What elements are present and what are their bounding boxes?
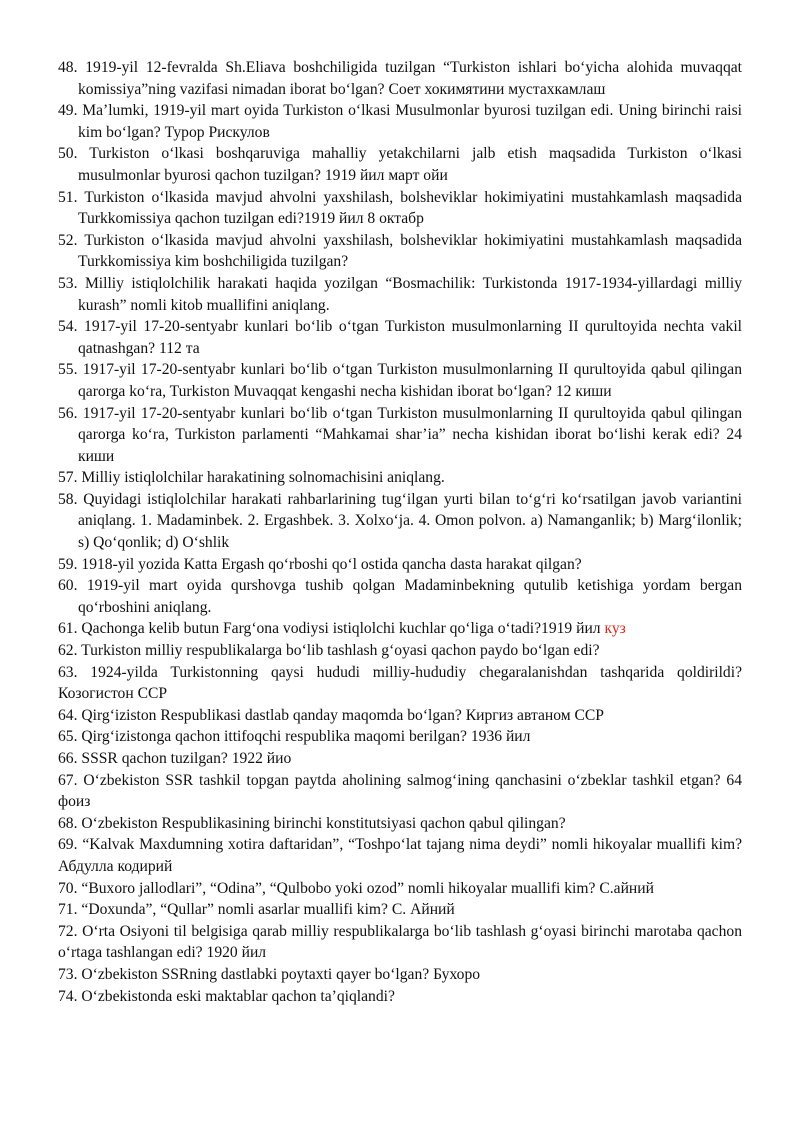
question-item xyxy=(58,921,742,964)
question-text: Turkiston o‘lkasida mavjud ahvolni yaxshilash, bolsheviklar hokimiyatini mustahkamlash maqsadida Turkkomissiya qachon tuzilgan edi?1919 йил 8 октабр xyxy=(78,188,742,228)
answer-text: 112 та xyxy=(158,339,200,357)
question-text: 1917-yil 17-20-sentyabr kunlari bo‘lib o‘tgan Turkiston musulmonlarning II qurultoyida qabul qilingan qarorga ko‘ra, Turkiston Muvaqqat kengashi necha kishidan iborat bo‘lgan? xyxy=(78,361,742,400)
question-item xyxy=(58,316,742,359)
question-text: O‘zbekiston SSRning dastlabki poytaxti qayer bo‘lgan? xyxy=(81,965,430,983)
question-item xyxy=(58,813,742,835)
question-text: Milliy istiqlolchilar harakatining solnomachisini aniqlang. xyxy=(81,469,445,487)
answer-text: 12 киши xyxy=(555,382,612,400)
answer-text: 1919 йил март ойи xyxy=(324,166,448,184)
answer-text: С.айний xyxy=(599,879,654,897)
question-text: Milliy istiqlolchilik harakati haqida yozilgan “Bosmachilik: Turkistonda 1917-1934-yillardagi milliy kurash” nomli kitob muallifini aniqlang. xyxy=(78,274,743,314)
question-number: 55. xyxy=(58,361,78,379)
question-number: 70. xyxy=(58,879,78,897)
question-text: Quyidagi istiqlolchilar harakati rahbarlarining tug‘ilgan yurti bilan to‘g‘ri ko‘rsatilgan javob variantini aniqlang. 1. Madaminbek. 2. Ergashbek. 3. Xolxo‘ja. 4. Omon polvon. a) Namanganlik; b) Marg‘ilonlik; s) Qo‘qonlik; d) O‘shlik xyxy=(78,490,743,552)
question-number: 57. xyxy=(58,469,78,487)
answer-text: Абдулла кодирий xyxy=(58,857,173,875)
answer-text: Козогистон ССР xyxy=(58,685,168,703)
question-item xyxy=(58,489,742,554)
question-number: 63. xyxy=(58,663,78,681)
answer-text: 24 киши xyxy=(78,426,742,465)
question-number: 69. xyxy=(58,836,78,854)
question-number: 54. xyxy=(58,318,78,336)
question-number: 58. xyxy=(58,490,78,508)
question-item xyxy=(58,964,742,986)
question-item xyxy=(58,878,742,900)
question-item xyxy=(58,230,742,273)
answer-text: Соет хокимятини мустахкамлаш xyxy=(388,80,606,98)
question-text: SSSR qachon tuzilgan? xyxy=(81,750,228,767)
answer-text: 64 фоиз xyxy=(58,771,742,811)
question-number: 59. xyxy=(58,555,78,573)
question-item xyxy=(58,273,742,316)
question-item xyxy=(58,748,742,770)
question-item xyxy=(58,618,742,640)
answer-text: 1936 йил xyxy=(470,728,531,746)
question-text: “Buxoro jallodlari”, “Odina”, “Qulbobo yoki ozod” nomli hikoyalar muallifi kim? xyxy=(81,879,596,897)
question-number: 65. xyxy=(58,728,78,746)
question-number: 67. xyxy=(58,771,78,789)
question-text: 1919-yil mart oyida qurshovga tushib qolgan Madaminbekning qutulib ketishiga yordam bergan qo‘rboshini aniqlang. xyxy=(78,577,743,616)
question-number: 50. xyxy=(58,145,78,163)
question-item xyxy=(58,640,742,662)
question-item xyxy=(58,143,742,186)
question-item xyxy=(58,554,742,576)
question-item xyxy=(58,57,742,100)
question-number: 66. xyxy=(58,750,78,767)
question-number: 62. xyxy=(58,642,78,660)
question-text: O‘rta Osiyoni til belgisiga qarab milliy respublikalarga bo‘lib tashlash g‘oyasi birinchi marotaba qachon o‘rtaga tashlangan edi? xyxy=(58,922,742,962)
question-text: 1918-yil yozida Katta Ergash qo‘rboshi qo‘l ostida qancha dasta harakat qilgan? xyxy=(81,555,582,573)
question-item xyxy=(58,770,742,813)
question-number: 48. xyxy=(58,59,78,76)
question-text: 1924-yilda Turkistonning qaysi hududi milliy-hududiy chegaralanishdan tashqarida qoldirildi? xyxy=(90,663,742,681)
question-text: Qachonga kelib butun Farg‘ona vodiysi istiqlolchi kuchlar qo‘liga o‘tadi?1919 йил xyxy=(81,620,601,638)
question-number: 71. xyxy=(58,901,78,919)
answer-text: куз xyxy=(604,620,626,638)
question-number: 64. xyxy=(58,706,78,724)
question-text: Turkiston o‘lkasida mavjud ahvolni yaxshilash, bolsheviklar hokimiyatini mustahkamlash maqsadida Turkkomissiya kim boshchiligida tuzilgan? xyxy=(78,231,742,271)
question-number: 52. xyxy=(58,231,78,249)
question-text: Qirg‘iziston Respublikasi dastlab qanday maqomda bo‘lgan? xyxy=(81,706,462,724)
answer-text: Турор Рискулов xyxy=(164,123,270,141)
question-number: 56. xyxy=(58,404,78,422)
question-item xyxy=(58,187,742,230)
answer-text: 1922 йио xyxy=(231,750,292,767)
answer-text: С. Айний xyxy=(391,901,455,919)
answer-text: 1920 йил xyxy=(206,944,267,962)
answer-text: Киргиз автаном ССР xyxy=(465,706,604,724)
question-text: O‘zbekistonda eski maktablar qachon ta’qiqlandi? xyxy=(81,987,395,1005)
question-text: Turkiston milliy respublikalarga bo‘lib tashlash g‘oyasi qachon paydo bo‘lgan edi? xyxy=(81,642,600,660)
question-item xyxy=(58,359,742,402)
question-number: 61. xyxy=(58,620,78,638)
question-item xyxy=(58,403,742,468)
question-text: “Kalvak Maxdumning xotira daftaridan”, “Toshpo‘lat tajang nima deydi” nomli hikoyalar muallifi kim? xyxy=(82,836,742,854)
question-text: O‘zbekiston SSR tashkil topgan paytda aholining salmog‘ining qanchasini o‘zbeklar tashkil etgan? xyxy=(83,771,721,789)
question-number: 72. xyxy=(58,922,78,940)
question-number: 49. xyxy=(58,102,78,120)
question-number: 60. xyxy=(58,577,78,595)
question-text: Qirg‘izistonga qachon ittifoqchi respublika maqomi berilgan? xyxy=(81,728,467,746)
question-number: 51. xyxy=(58,188,78,206)
question-item xyxy=(58,834,742,877)
question-text: Ma’lumki, 1919-yil mart oyida Turkiston o‘lkasi Musulmonlar byurosi tuzilgan edi. Uning birinchi raisi kim bo‘lgan? xyxy=(78,102,743,141)
question-item xyxy=(58,575,742,618)
question-text: Turkiston o‘lkasi boshqaruviga mahalliy yetakchilarni jalb etish maqsadida Turkiston o‘lkasi musulmonlar byurosi qachon tuzilgan? xyxy=(78,145,743,184)
question-item xyxy=(58,100,742,143)
question-item xyxy=(58,467,742,489)
question-text: O‘zbekiston Respublikasining birinchi konstitutsiyasi qachon qabul qilingan? xyxy=(81,814,566,832)
question-text: 1919-yil 12-fevralda Sh.Eliava boshchiligida tuzilgan “Turkiston ishlari bo‘yicha alohida muvaqqat komissiya”ning vazifasi nimadan iborat bo‘lgan? xyxy=(78,59,742,98)
question-item xyxy=(58,726,742,748)
question-number: 74. xyxy=(58,987,78,1005)
question-text: 1917-yil 17-20-sentyabr kunlari bo‘lib o‘tgan Turkiston musulmonlarning II qurultoyida qabul qilingan qarorga ko‘ra, Turkiston parlamenti “Mahkamai shar’ia” necha kishidan iborat bo‘lishi kerak edi? xyxy=(78,404,742,444)
question-item xyxy=(58,986,742,1008)
question-text: “Doxunda”, “Qullar” nomli asarlar muallifi kim? xyxy=(81,901,388,919)
answer-text: Бухоро xyxy=(433,965,481,983)
question-text: 1917-yil 17-20-sentyabr kunlari bo‘lib o‘tgan Turkiston musulmonlarning II qurultoyida nechta vakil qatnashgan? xyxy=(78,318,742,357)
question-item xyxy=(58,705,742,727)
question-item xyxy=(58,662,742,705)
question-number: 68. xyxy=(58,814,78,832)
question-number: 73. xyxy=(58,965,78,983)
question-item xyxy=(58,899,742,921)
question-number: 53. xyxy=(58,274,78,292)
